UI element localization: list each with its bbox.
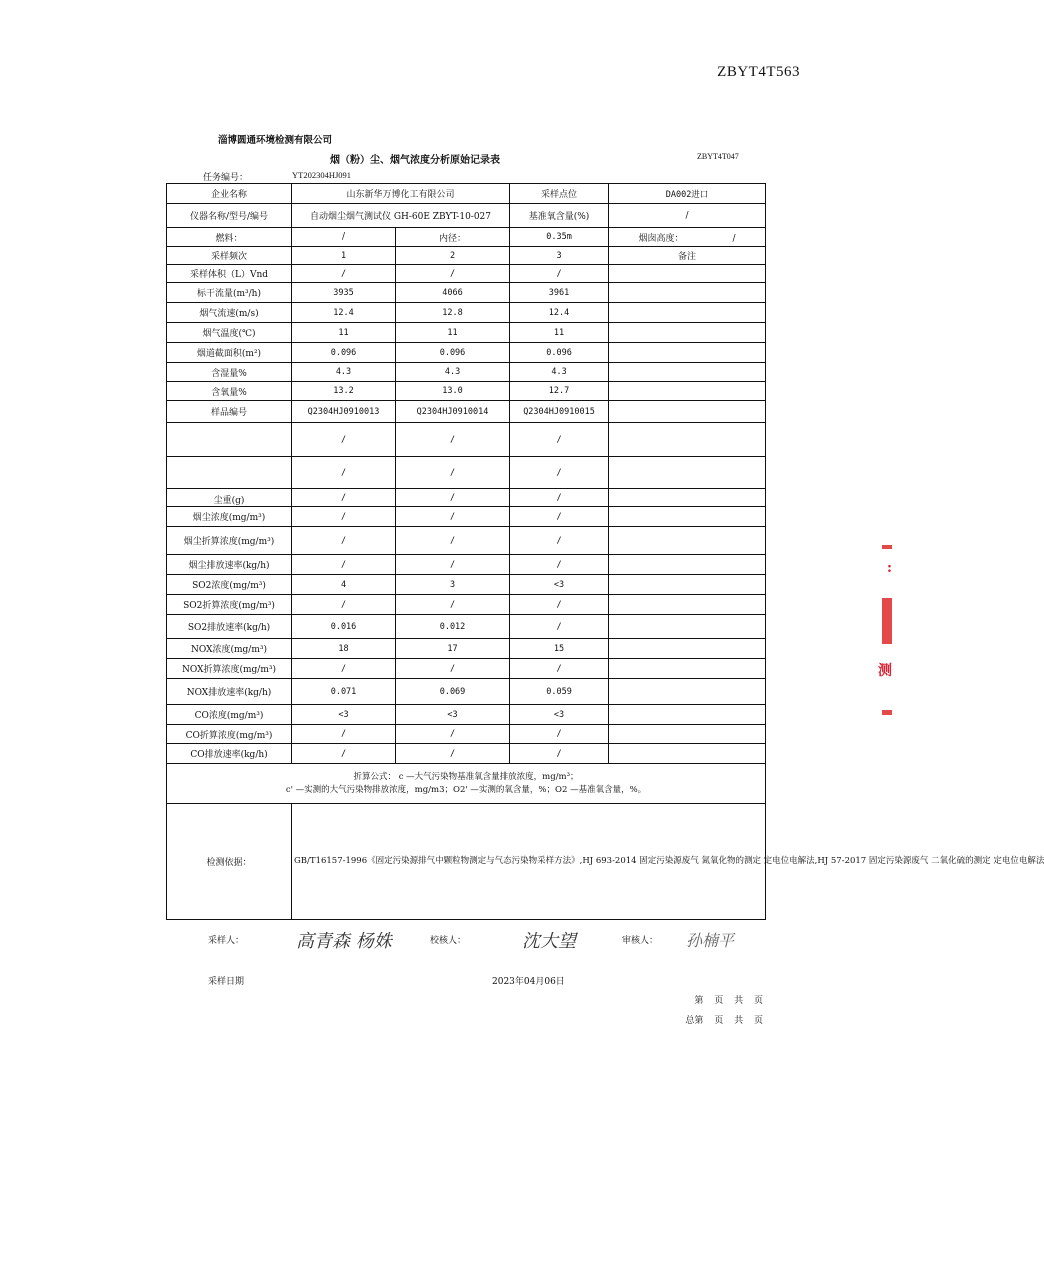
table-row bbox=[167, 489, 766, 507]
row-label: 采样体积（L）Vnd bbox=[167, 265, 292, 283]
row-label: CO排放速率(kg/h) bbox=[167, 744, 292, 764]
table-row bbox=[167, 575, 766, 595]
remark-cell bbox=[609, 659, 766, 679]
stamp-edge-top bbox=[882, 545, 892, 549]
remark-cell bbox=[609, 323, 766, 343]
row-label: SO2排放速率(kg/h) bbox=[167, 615, 292, 639]
value-cell: / bbox=[396, 265, 510, 283]
value-cell: 13.2 bbox=[292, 382, 396, 401]
document-id: ZBYT4T563 bbox=[717, 64, 800, 80]
frequency-1: 1 bbox=[292, 247, 396, 265]
value-cell: / bbox=[510, 527, 609, 555]
row-label: NOX排放速率(kg/h) bbox=[167, 679, 292, 705]
remark-cell bbox=[609, 265, 766, 283]
basis-label: 检测依据： bbox=[167, 804, 292, 920]
checker-label: 校核人： bbox=[430, 936, 467, 946]
value-cell: / bbox=[510, 659, 609, 679]
remark-cell bbox=[609, 382, 766, 401]
value-cell: 3 bbox=[396, 575, 510, 595]
value-cell: / bbox=[396, 489, 510, 507]
form-title: 烟（粉）尘、烟气浓度分析原始记录表 bbox=[330, 155, 500, 166]
value-cell: <3 bbox=[510, 575, 609, 595]
remark-cell bbox=[609, 555, 766, 575]
page-number: 第 页 共 页 bbox=[694, 996, 763, 1006]
value-cell: 12.4 bbox=[510, 303, 609, 323]
date-value: 2023年04月06日 bbox=[492, 977, 565, 987]
frequency-3: 3 bbox=[510, 247, 609, 265]
value-cell: / bbox=[396, 507, 510, 527]
value-cell: / bbox=[396, 555, 510, 575]
row-label bbox=[167, 457, 292, 489]
row-fuel bbox=[167, 228, 766, 247]
table-row bbox=[167, 265, 766, 283]
table-row bbox=[167, 705, 766, 725]
value-cell: / bbox=[292, 507, 396, 527]
stamp-edge-bottom bbox=[882, 710, 892, 715]
table-row bbox=[167, 744, 766, 764]
value-cell: 11 bbox=[510, 323, 609, 343]
remark-cell bbox=[609, 744, 766, 764]
stamp-edge-mid bbox=[882, 598, 892, 644]
table-row bbox=[167, 363, 766, 382]
table-row bbox=[167, 283, 766, 303]
value-cell: Q2304HJ0910013 bbox=[292, 401, 396, 423]
remark-cell bbox=[609, 457, 766, 489]
value-cell: 17 bbox=[396, 639, 510, 659]
remark-cell bbox=[609, 705, 766, 725]
remark-cell bbox=[609, 489, 766, 507]
value-cell: 11 bbox=[292, 323, 396, 343]
value-cell: Q2304HJ0910015 bbox=[510, 401, 609, 423]
value-cell: / bbox=[510, 423, 609, 457]
reviewer-signature: 孙楠平 bbox=[686, 931, 735, 950]
point-label: 采样点位 bbox=[510, 184, 609, 204]
sampler-label: 采样人： bbox=[208, 936, 245, 946]
table-row bbox=[167, 639, 766, 659]
value-cell: / bbox=[510, 725, 609, 744]
remark-cell bbox=[609, 343, 766, 363]
value-cell: / bbox=[396, 725, 510, 744]
value-cell: / bbox=[510, 595, 609, 615]
row-label: CO浓度(mg/m³) bbox=[167, 705, 292, 725]
row-label: 含氧量% bbox=[167, 382, 292, 401]
value-cell: / bbox=[292, 744, 396, 764]
company-name: 淄博圆通环境检测有限公司 bbox=[218, 135, 333, 146]
value-cell: 12.7 bbox=[510, 382, 609, 401]
value-cell: / bbox=[396, 595, 510, 615]
frequency-2: 2 bbox=[396, 247, 510, 265]
table-row bbox=[167, 423, 766, 457]
remark-cell bbox=[609, 725, 766, 744]
row-label bbox=[167, 423, 292, 457]
value-cell: / bbox=[396, 457, 510, 489]
value-cell: 13.0 bbox=[396, 382, 510, 401]
table-row bbox=[167, 457, 766, 489]
chimney-label: 烟囱高度： bbox=[638, 233, 684, 244]
value-cell: 4066 bbox=[396, 283, 510, 303]
enterprise-label: 企业名称 bbox=[167, 184, 292, 204]
value-cell: <3 bbox=[292, 705, 396, 725]
row-label: 样品编号 bbox=[167, 401, 292, 423]
value-cell: 0.096 bbox=[510, 343, 609, 363]
instrument-label: 仪器名称/型号/编号 bbox=[167, 204, 292, 228]
instrument-value: 自动烟尘烟气测试仪 GH-60E ZBYT-10-027 bbox=[292, 204, 510, 228]
remark-cell bbox=[609, 283, 766, 303]
row-label: 含湿量% bbox=[167, 363, 292, 382]
formula-line-2: c' —实测的大气污染物排放浓度，mg/m3；O2' —实测的氧含量，%；O2 —基准氧含量，%。 bbox=[285, 784, 647, 795]
table-row bbox=[167, 507, 766, 527]
remark-header: 备注 bbox=[609, 247, 766, 265]
remark-cell bbox=[609, 639, 766, 659]
value-cell: / bbox=[292, 659, 396, 679]
value-cell: / bbox=[510, 744, 609, 764]
formula-cell bbox=[167, 764, 766, 804]
remark-cell bbox=[609, 615, 766, 639]
fuel-value: / bbox=[292, 228, 396, 247]
table-row bbox=[167, 555, 766, 575]
value-cell: 0.069 bbox=[396, 679, 510, 705]
enterprise-value: 山东新华万博化工有限公司 bbox=[292, 184, 510, 204]
point-value: DA002进口 bbox=[609, 184, 766, 204]
remark-cell bbox=[609, 679, 766, 705]
value-cell: / bbox=[396, 744, 510, 764]
value-cell: 18 bbox=[292, 639, 396, 659]
remark-cell bbox=[609, 401, 766, 423]
remark-cell bbox=[609, 363, 766, 382]
value-cell: 11 bbox=[396, 323, 510, 343]
row-label: 烟尘浓度(mg/m³) bbox=[167, 507, 292, 527]
value-cell: / bbox=[292, 265, 396, 283]
table-row bbox=[167, 659, 766, 679]
value-cell: / bbox=[510, 489, 609, 507]
value-cell: / bbox=[510, 555, 609, 575]
chimney-cell bbox=[609, 228, 766, 247]
table-row bbox=[167, 303, 766, 323]
table-row bbox=[167, 679, 766, 705]
task-value: YT202304HJ091 bbox=[292, 170, 352, 180]
value-cell: / bbox=[292, 725, 396, 744]
basis-row bbox=[167, 804, 766, 920]
value-cell: <3 bbox=[510, 705, 609, 725]
value-cell: / bbox=[292, 423, 396, 457]
fuel-label: 燃料： bbox=[167, 228, 292, 247]
value-cell: / bbox=[510, 457, 609, 489]
row-label: CO折算浓度(mg/m³) bbox=[167, 725, 292, 744]
row-label: 尘重(g) bbox=[167, 489, 292, 507]
row-instrument bbox=[167, 204, 766, 228]
value-cell: / bbox=[396, 423, 510, 457]
value-cell: / bbox=[292, 595, 396, 615]
value-cell: 3935 bbox=[292, 283, 396, 303]
value-cell: / bbox=[292, 489, 396, 507]
row-label: 烟尘排放速率(kg/h) bbox=[167, 555, 292, 575]
value-cell: 0.016 bbox=[292, 615, 396, 639]
value-cell: 15 bbox=[510, 639, 609, 659]
row-label: SO2折算浓度(mg/m³) bbox=[167, 595, 292, 615]
row-label: 烟尘折算浓度(mg/m³) bbox=[167, 527, 292, 555]
frequency-label: 采样频次 bbox=[167, 247, 292, 265]
value-cell: 3961 bbox=[510, 283, 609, 303]
value-cell: <3 bbox=[396, 705, 510, 725]
value-cell: 4.3 bbox=[510, 363, 609, 382]
record-table bbox=[166, 183, 1044, 920]
oxygen-label: 基准氧含量(%) bbox=[510, 204, 609, 228]
value-cell: / bbox=[292, 457, 396, 489]
value-cell: 0.096 bbox=[396, 343, 510, 363]
row-label: 烟气流速(m/s) bbox=[167, 303, 292, 323]
remark-cell bbox=[609, 575, 766, 595]
row-label: 标干流量(m³/h) bbox=[167, 283, 292, 303]
remark-cell bbox=[609, 423, 766, 457]
row-frequency bbox=[167, 247, 766, 265]
value-cell: / bbox=[292, 527, 396, 555]
stamp-glyph: : bbox=[886, 560, 892, 576]
value-cell: 0.096 bbox=[292, 343, 396, 363]
value-cell: / bbox=[396, 527, 510, 555]
remark-cell bbox=[609, 303, 766, 323]
checker-signature: 沈大望 bbox=[522, 931, 576, 952]
value-cell: 12.8 bbox=[396, 303, 510, 323]
value-cell: 0.012 bbox=[396, 615, 510, 639]
remark-cell bbox=[609, 527, 766, 555]
oxygen-value: / bbox=[609, 204, 766, 228]
value-cell: 0.059 bbox=[510, 679, 609, 705]
diameter-value: 0.35m bbox=[510, 228, 609, 247]
date-label: 采样日期 bbox=[208, 977, 245, 987]
form-number: ZBYT4T047 bbox=[697, 152, 739, 161]
diameter-label: 内径： bbox=[396, 228, 510, 247]
table-row bbox=[167, 595, 766, 615]
value-cell: 0.071 bbox=[292, 679, 396, 705]
task-label: 任务编号： bbox=[203, 173, 249, 183]
row-label: 烟道截面积(m²) bbox=[167, 343, 292, 363]
row-label: 烟气温度(℃) bbox=[167, 323, 292, 343]
stamp-glyph: 测 bbox=[878, 663, 892, 679]
row-label: NOX浓度(mg/m³) bbox=[167, 639, 292, 659]
table-row bbox=[167, 615, 766, 639]
sampler-signature: 高青森 杨姝 bbox=[296, 931, 392, 952]
total-page-number: 总第 页 共 页 bbox=[685, 1016, 763, 1026]
table-row bbox=[167, 382, 766, 401]
signature-row bbox=[166, 925, 765, 955]
value-cell: / bbox=[510, 265, 609, 283]
value-cell: / bbox=[396, 659, 510, 679]
table-row bbox=[167, 725, 766, 744]
basis-text: GB/T16157-1996《固定污染源排气中颗粒物测定与气态污染物采样方法》,HJ 693-2014 固定污染源废气 氮氧化物的测定 定电位电解法,HJ 57-2017 固定污染源废气 二氧化硫的测定 定电位电解法 bbox=[292, 804, 766, 920]
value-cell: 4.3 bbox=[292, 363, 396, 382]
formula-line-1: 折算公式： c —大气污染物基准氧含量排放浓度，mg/m³； bbox=[353, 771, 579, 782]
table-row bbox=[167, 527, 766, 555]
row-label: SO2浓度(mg/m³) bbox=[167, 575, 292, 595]
remark-cell bbox=[609, 595, 766, 615]
table-row bbox=[167, 343, 766, 363]
reviewer-label: 审核人： bbox=[622, 936, 659, 946]
table-row bbox=[167, 401, 766, 423]
table-row bbox=[167, 323, 766, 343]
value-cell: Q2304HJ0910014 bbox=[396, 401, 510, 423]
value-cell: / bbox=[292, 555, 396, 575]
value-cell: 4 bbox=[292, 575, 396, 595]
remark-cell bbox=[609, 507, 766, 527]
value-cell: 4.3 bbox=[396, 363, 510, 382]
value-cell: / bbox=[510, 615, 609, 639]
value-cell: 12.4 bbox=[292, 303, 396, 323]
value-cell: / bbox=[510, 507, 609, 527]
row-label: NOX折算浓度(mg/m³) bbox=[167, 659, 292, 679]
row-enterprise bbox=[167, 184, 766, 204]
formula-row bbox=[167, 764, 766, 804]
chimney-value: / bbox=[732, 233, 736, 244]
